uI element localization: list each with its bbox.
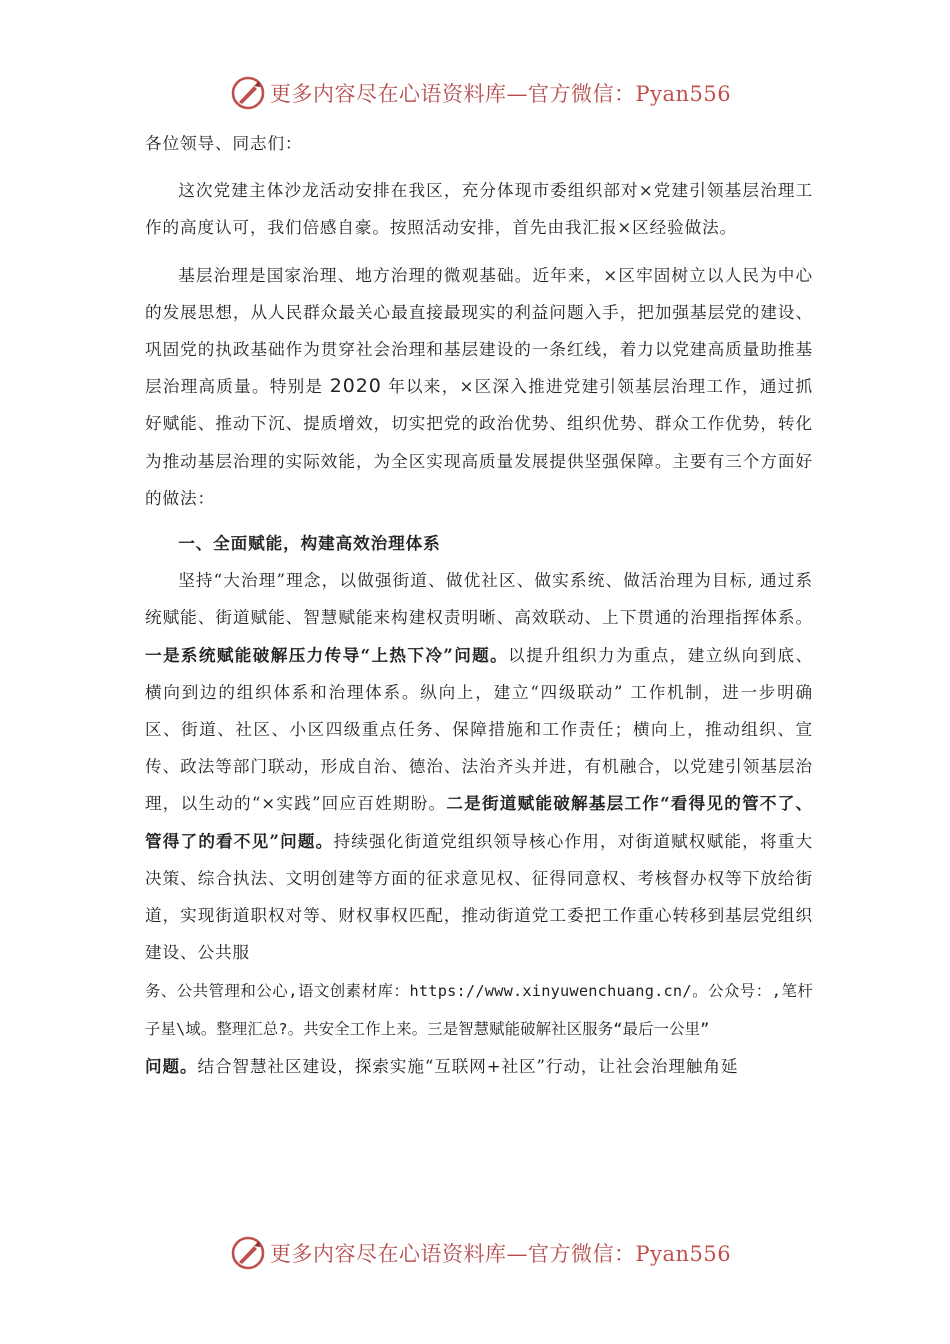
section-heading-1: 一、全面赋能，构建高效治理体系	[178, 534, 441, 554]
banner-brand: Pyan556	[635, 1242, 732, 1266]
quill-logo-icon	[230, 1235, 266, 1271]
banner-text: 更多内容尽在心语资料库—官方微信：Pyan556	[270, 82, 732, 106]
paragraph-opening: 这次党建主体沙龙活动安排在我区，充分体现市委组织部对×党建引领基层治理工作的高度认可，我们倍感自豪。按照活动安排，首先由我汇报×区经验做法。	[145, 181, 813, 238]
banner-brand: Pyan556	[635, 82, 732, 106]
salutation: 各位领导、同志们：	[145, 134, 303, 153]
bold-point-1: 一是系统赋能破解压力传导“上热下冷”问题。	[145, 644, 509, 665]
quill-logo-icon	[230, 75, 266, 111]
paragraph-watermark-note: 务、公共管理和公心,语文创素材库：https://www.xinyuwenchuang.cn/。公众号：,笔杆子星\域。整理汇总?。共安全工作上来。三是智慧赋能破解社区服务“最后一公里”	[145, 982, 813, 1038]
footer-banner[interactable]	[230, 1233, 730, 1273]
bold-point-3-end: 问题。	[145, 1055, 198, 1076]
banner-text: 更多内容尽在心语资料库—官方微信：Pyan556	[270, 1242, 732, 1266]
bold-point-2: 二是街道赋能破解基层工作“看得见的管不了、管得了的看不见”问题。	[145, 793, 813, 851]
header-banner[interactable]	[230, 73, 730, 113]
paragraph-background: 基层治理是国家治理、地方治理的微观基础。近年来，×区牢固树立以人民为中心的发展思想，从人民群众最关心最直接最现实的利益问题入手，把加强基层党的建设、巩固党的执政基础作为贯穿社会治理和基层建设的一条红线，着力以党建高质量助推基层治理高质量。特别是 2020 年以来，×区深入推进党建引领基层治理工作，通过抓好赋能、推动下沉、提质增效，切实把党的政治优势、组织优势、群众工作优势，转化为推动基层治理的实际效能，为全区实现高质量发展提供坚强保障。主要有三个方面好的做法：	[145, 265, 813, 508]
paragraph-continuation: 问题。结合智慧社区建设，探索实施“互联网+社区”行动，让社会治理触角延	[145, 1055, 739, 1076]
paragraph-section-1: 坚持“大治理”理念，以做强街道、做优社区、做实系统、做活治理为目标, 通过系统赋能、街道赋能、智慧赋能来构建权责明晰、高效联动、上下贯通的治理指挥体系。一是系统赋能破解压力传导“上热下冷”问题。以提升组织力为重点，建立纵向到底、横向到边的组织体系和治理体系。纵向上，建立“四级联动” 工作机制，进一步明确区、街道、社区、小区四级重点任务、保障措施和工作责任；横向上，推动组织、宣传、政法等部门联动，形成自治、德治、法治齐头并进，有机融合，以党建引领基层治理，以生动的“×实践”回应百姓期盼。二是街道赋能破解基层工作“看得见的管不了、管得了的看不见”问题。持续强化街道党组织领导核心作用，对街道赋权赋能，将重大决策、综合执法、文明创建等方面的征求意见权、征得同意权、考核督办权等下放给街道，实现街道职权对等、财权事权匹配，推动街道党工委把工作重心转移到基层党组织建设、公共服	[145, 571, 813, 963]
year-number: 2020	[329, 375, 382, 398]
document-body	[145, 125, 813, 1085]
